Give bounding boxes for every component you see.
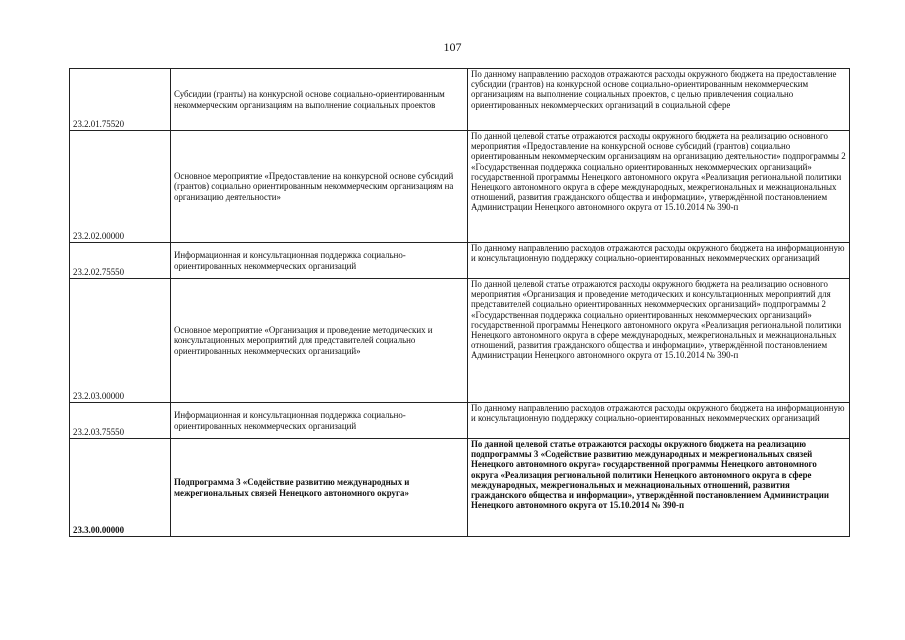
row-description: По данной целевой статье отражаются расходы окружного бюджета на реализацию основного мероприятия «Организация и проведение методических и консультационных мероприятий для представителей социально ориентированных некоммерческих организаций» подпрограммы 2 «Государственная поддержка социально ориентированных некоммерческих организаций» государственной программы Ненецкого автономного округа «Реализация региональной политики Ненецкого автономного округа в сфере международных, межрегиональных и межнациональных отношений, развития гражданского общества и информации», утверждённой постановлением Администрации Ненецкого автономного округа от 15.10.2014 № 390-п: [468, 279, 850, 403]
row-code: 23.2.01.75520: [70, 69, 171, 131]
row-name: Информационная и консультационная поддержка социально-ориентированных некоммерческих организаций: [171, 403, 468, 439]
budget-classification-table: [69, 68, 850, 537]
table-row: [70, 403, 850, 439]
table-row: [70, 131, 850, 243]
table-row: [70, 243, 850, 279]
row-code: 23.3.00.00000: [70, 439, 171, 537]
row-description: По данному направлению расходов отражаются расходы окружного бюджета на предоставление субсидии (грантов) на конкурсной основе социально-ориентированным некоммерческим организациям на выполнение социальных проектов, с целью привлечения социально ориентированных некоммерческих организаций в социальной сфере: [468, 69, 850, 131]
row-name: Субсидии (гранты) на конкурсной основе социально-ориентированным некоммерческим организациям на выполнение социальных проектов: [171, 69, 468, 131]
table-row: [70, 69, 850, 131]
row-name: Информационная и консультационная поддержка социально-ориентированных некоммерческих организаций: [171, 243, 468, 279]
row-description: По данной целевой статье отражаются расходы окружного бюджета на реализацию основного мероприятия «Предоставление на конкурсной основе субсидий (грантов) социально ориентированным некоммерческим организациям на организацию деятельности» подпрограммы 2 «Государственная поддержка социально ориентированных некоммерческих организаций» государственной программы Ненецкого автономного округа «Реализация региональной политики Ненецкого автономного округа в сфере международных, межрегиональных и межнациональных отношений, развития гражданского общества и информации», утверждённой постановлением Администрации Ненецкого автономного округа от 15.10.2014 № 390-п: [468, 131, 850, 243]
table-row: [70, 279, 850, 403]
row-description: По данному направлению расходов отражаются расходы окружного бюджета на информационную и консультационную поддержку социально-ориентированных некоммерческих организаций: [468, 243, 850, 279]
row-code: 23.2.03.00000: [70, 279, 171, 403]
page-number: 107: [443, 40, 462, 54]
row-name: Основное мероприятие «Предоставление на конкурсной основе субсидий (грантов) социально ориентированным некоммерческим организациям на организацию деятельности»: [171, 131, 468, 243]
row-description: По данному направлению расходов отражаются расходы окружного бюджета на информационную и консультационную поддержку социально-ориентированных некоммерческих организаций: [468, 403, 850, 439]
table-row: [70, 439, 850, 537]
row-name: Основное мероприятие «Организация и проведение методических и консультационных мероприятий для представителей социально ориентированных некоммерческих организаций»: [171, 279, 468, 403]
row-name: Подпрограмма 3 «Содействие развитию международных и межрегиональных связей Ненецкого автономного округа»: [171, 439, 468, 537]
row-code: 23.2.02.75550: [70, 243, 171, 279]
row-code: 23.2.02.00000: [70, 131, 171, 243]
row-description: По данной целевой статье отражаются расходы окружного бюджета на реализацию подпрограммы 3 «Содействие развитию международных и межрегиональных связей Ненецкого автономного округа» государственной программы Ненецкого автономного округа «Реализация региональной политики Ненецкого автономного округа в сфере международных, межрегиональных и межнациональных отношений, развития гражданского общества и информации», утверждённой постановлением Администрации Ненецкого автономного округа от 15.10.2014 № 390-п: [468, 439, 850, 537]
row-code: 23.2.03.75550: [70, 403, 171, 439]
